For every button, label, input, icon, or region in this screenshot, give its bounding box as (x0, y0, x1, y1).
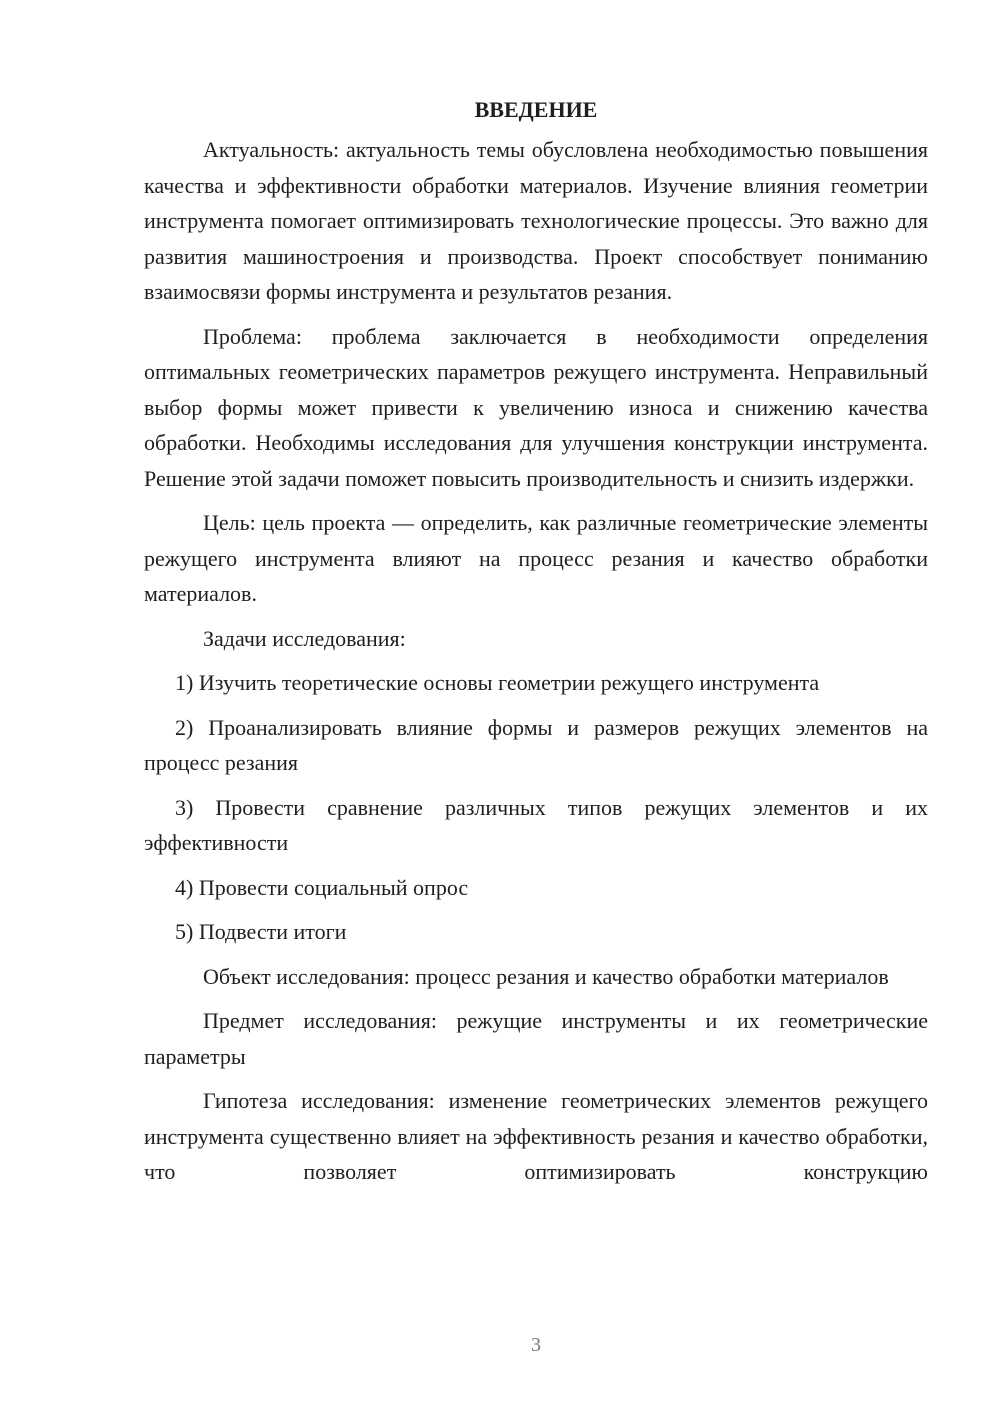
task-item-1: 1) Изучить теоретические основы геометрии режущего инструмента (175, 670, 820, 695)
task-item-3: 3) Провести сравнение различных типов режущих элементов и их эффективности (144, 794, 928, 855)
task-item-2: 2) Проанализировать влияние формы и размеров режущих элементов на процесс резания (144, 714, 928, 775)
task-item-4: 4) Провести социальный опрос (175, 874, 469, 900)
paragraph-subject: Предмет исследования: режущие инструменты и их геометрические параметры (144, 1008, 928, 1069)
tasks-label: Задачи исследования: (203, 625, 406, 651)
paragraph-hypothesis: Гипотеза исследования: изменение геометрических элементов режущего инструмента существенно влияет на эффективность резания и качество обработки, что позволяет оптимизировать конструкцию (144, 1088, 928, 1184)
paragraph-object: Объект исследования: процесс резания и качество обработки материалов (203, 963, 889, 989)
paragraph-relevance: Актуальность: актуальность темы обусловлена необходимостью повышения качества и эффективности обработки материалов. Изучение влияния геометрии инструмента помогает оптимизировать технологические процессы. Это важно для развития машиностроения и производства. Проект способствует пониманию взаимосвязи формы инструмента и результатов резания. (144, 137, 928, 304)
paragraph-goal: Цель: цель проекта — определить, как различные геометрические элементы режущего инструмента влияют на процесс резания и качество обработки материалов. (144, 510, 928, 606)
page-number: 3 (531, 1334, 541, 1356)
task-item-5: 5) Подвести итоги (175, 919, 347, 944)
page-content (144, 96, 928, 1199)
paragraph-problem: Проблема: проблема заключается в необходимости определения оптимальных геометрических параметров режущего инструмента. Неправильный выбор формы может привести к увеличению износа и снижению качества обработки. Необходимы исследования для улучшения конструкции инструмента. Решение этой задачи поможет повысить производительность и снизить издержки. (144, 323, 928, 491)
page-title: ВВЕДЕНИЕ (474, 97, 598, 122)
